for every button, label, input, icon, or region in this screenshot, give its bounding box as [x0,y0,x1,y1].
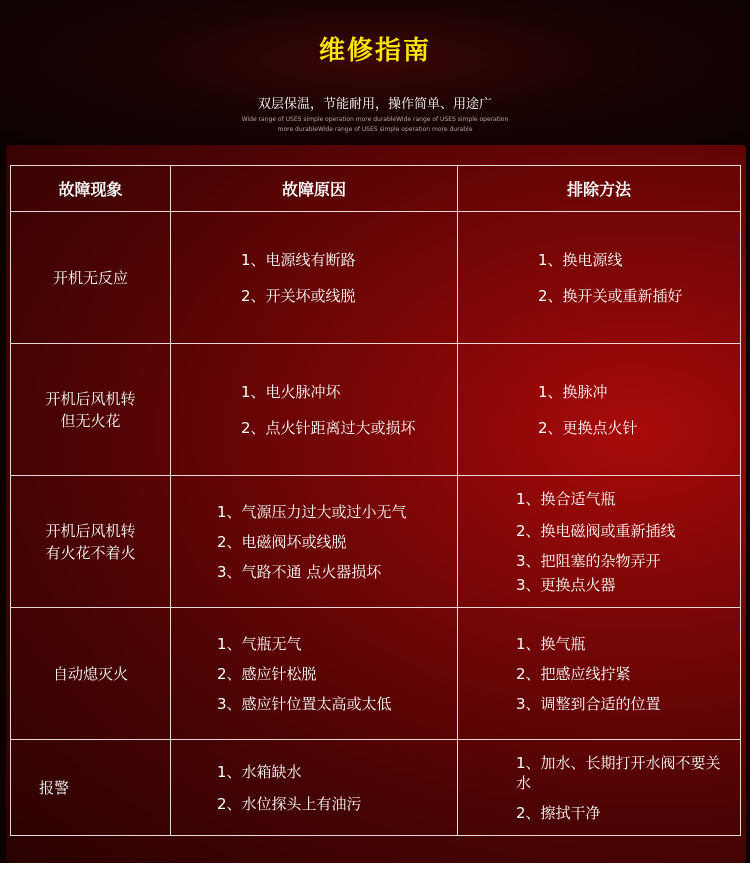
fix-item: 2、把感应线拧紧 [516,664,631,683]
english-tagline-2: more durableWide range of USES simple operation more durable [277,126,473,133]
cause-item: 2、开关坏或线脱 [241,286,356,305]
cause-cell [171,740,458,836]
cause-cell [171,344,458,476]
page-subtitle: 双层保温，节能耐用，操作简单、用途广 [257,97,492,112]
cause-cell [171,476,458,608]
table-row [11,212,741,344]
header-fix: 排除方法 [458,166,741,212]
fix-item: 1、换气瓶 [516,634,586,653]
table-row [11,344,741,476]
fix-item: 3、更换点火器 [516,575,616,594]
header-cause: 故障原因 [171,166,458,212]
symptom-cell [11,476,171,608]
symptom-text: 报警 [39,778,70,797]
fix-cell [458,740,741,836]
symptom-text: 有火花不着火 [45,543,136,562]
fix-item: 3、调整到合适的位置 [516,694,661,713]
fix-item: 1、换脉冲 [538,382,608,401]
fix-item: 1、换合适气瓶 [516,489,616,508]
fix-item: 1、换电源线 [538,250,623,269]
fix-item: 2、换电磁阀或重新插线 [516,521,676,540]
table-row [11,476,741,608]
english-tagline-1: Wide range of USES simple operation more durableWide range of USES simple operation [241,116,509,123]
cause-item: 2、点火针距离过大或损坏 [241,418,416,437]
header-symptom: 故障现象 [11,166,171,212]
fix-item: 3、把阻塞的杂物弄开 [516,551,661,570]
symptom-cell [11,344,171,476]
page-title: 维修指南 [318,36,431,66]
symptom-cell [11,740,171,836]
symptom-text: 但无火花 [60,411,121,430]
fix-cell [458,476,741,608]
cause-item: 1、水箱缺水 [217,762,302,781]
cause-cell [171,608,458,740]
fix-cell [458,212,741,344]
cause-item: 2、感应针松脱 [217,664,317,683]
symptom-text: 开机无反应 [52,268,128,287]
table-row [11,740,741,836]
cause-item: 2、水位探头上有油污 [217,794,362,813]
fix-item: 1、加水、长期打开水阀不要关水 [516,753,721,792]
cause-item: 1、电火脉冲坏 [241,382,341,401]
symptom-text: 开机后风机转 [45,521,136,540]
symptom-cell [11,608,171,740]
symptom-cell [11,212,171,344]
bottom-strip [0,863,750,889]
fix-item: 2、擦拭干净 [516,803,601,822]
fix-cell [458,608,741,740]
cause-item: 1、电源线有断路 [241,250,356,269]
symptom-text: 开机后风机转 [45,389,136,408]
fix-item: 2、换开关或重新插好 [538,286,683,305]
cause-item: 1、气瓶无气 [217,634,302,653]
fix-item: 2、更换点火针 [538,418,638,437]
fix-cell [458,344,741,476]
repair-guide-table [10,165,741,836]
cause-item: 1、气源压力过大或过小无气 [217,502,407,521]
cause-item: 3、气路不通 点火器损坏 [217,562,382,581]
cause-cell [171,212,458,344]
cause-item: 2、电磁阀坏或线脱 [217,532,347,551]
table-row [11,608,741,740]
table-header-row [11,166,741,212]
cause-item: 3、感应针位置太高或太低 [217,694,392,713]
symptom-text: 自动熄灭火 [52,664,128,683]
